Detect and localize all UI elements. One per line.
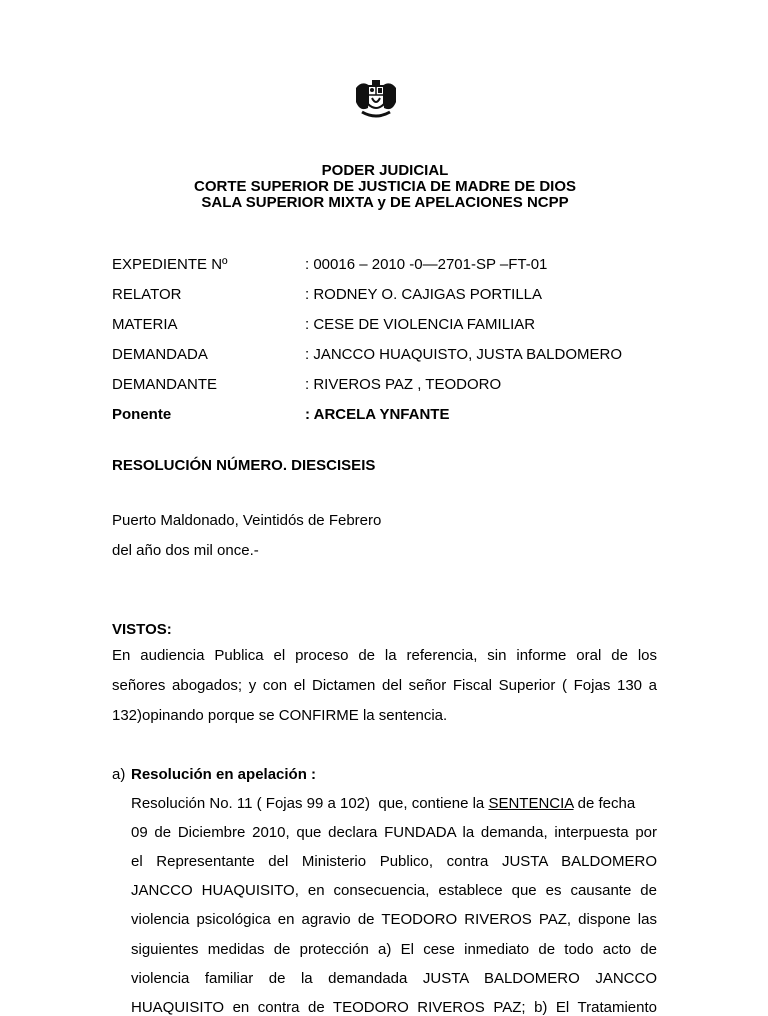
vistos-line: señores abogados; y con el Dictamen del señor Fiscal Superior ( Fojas 130 a (112, 677, 657, 694)
vistos-line: En audiencia Publica el proceso de la referencia, sin informe oral de los (112, 647, 657, 664)
header-sala-superior: SALA SUPERIOR MIXTA y DE APELACIONES NCPP (201, 194, 569, 211)
vistos-heading: VISTOS: (112, 621, 172, 638)
section-a-line: siguientes medidas de protección a) El cese inmediato de todo acto de (131, 941, 657, 958)
coat-of-arms-emblem (352, 78, 400, 126)
case-value-relator: : RODNEY O. CAJIGAS PORTILLA (305, 286, 543, 303)
case-value-materia: : CESE DE VIOLENCIA FAMILIAR (305, 316, 536, 333)
section-a-line: el Representante del Ministerio Publico, contra JUSTA BALDOMERO (131, 853, 657, 870)
vistos-line: 132)opinando porque se CONFIRME la sentencia. (112, 707, 448, 724)
header-corte-superior: CORTE SUPERIOR DE JUSTICIA DE MADRE DE DIOS (194, 178, 576, 195)
case-value-ponente: : ARCELA YNFANTE (305, 406, 450, 423)
sentencia-underlined: SENTENCIA (488, 795, 574, 812)
section-a-prefix: a) (112, 766, 126, 783)
place-date-line-1: Puerto Maldonado, Veintidós de Febrero (112, 512, 382, 529)
section-a-line: violencia familiar de la demandada JUSTA BALDOMERO JANCCO (131, 970, 657, 987)
case-label-ponente: Ponente (112, 406, 172, 423)
section-a-line (131, 795, 635, 812)
section-a-line: HUAQUISITO en contra de TEODORO RIVEROS PAZ; b) El Tratamiento (131, 999, 657, 1016)
place-date-line-2: del año dos mil once.- (112, 542, 259, 559)
case-label-expediente: EXPEDIENTE Nº (112, 256, 228, 273)
resolution-title: RESOLUCIÓN NÚMERO. DIESCISEIS (112, 457, 376, 474)
case-label-materia: MATERIA (112, 316, 178, 333)
section-a-text: de fecha (573, 795, 636, 812)
section-a-text: Resolución No. 11 ( Fojas 99 a 102) que, contiene la (131, 795, 489, 812)
case-label-demandante: DEMANDANTE (112, 376, 218, 393)
case-value-expediente: : 00016 – 2010 -0—2701-SP –FT-01 (305, 256, 548, 273)
section-a-heading: Resolución en apelación : (131, 766, 317, 783)
case-label-demandada: DEMANDADA (112, 346, 208, 363)
section-a-line: violencia psicológica en agravio de TEODORO RIVEROS PAZ, dispone las (131, 911, 657, 928)
section-a-line: JANCCO HUAQUISITO, en consecuencia, establece que es causante de (131, 882, 657, 899)
header-poder-judicial: PODER JUDICIAL (321, 162, 449, 179)
case-label-relator: RELATOR (112, 286, 182, 303)
case-value-demandante: : RIVEROS PAZ , TEODORO (305, 376, 502, 393)
section-a-line: 09 de Diciembre 2010, que declara FUNDADA la demanda, interpuesta por (131, 824, 657, 841)
case-value-demandada: : JANCCO HUAQUISTO, JUSTA BALDOMERO (305, 346, 622, 363)
